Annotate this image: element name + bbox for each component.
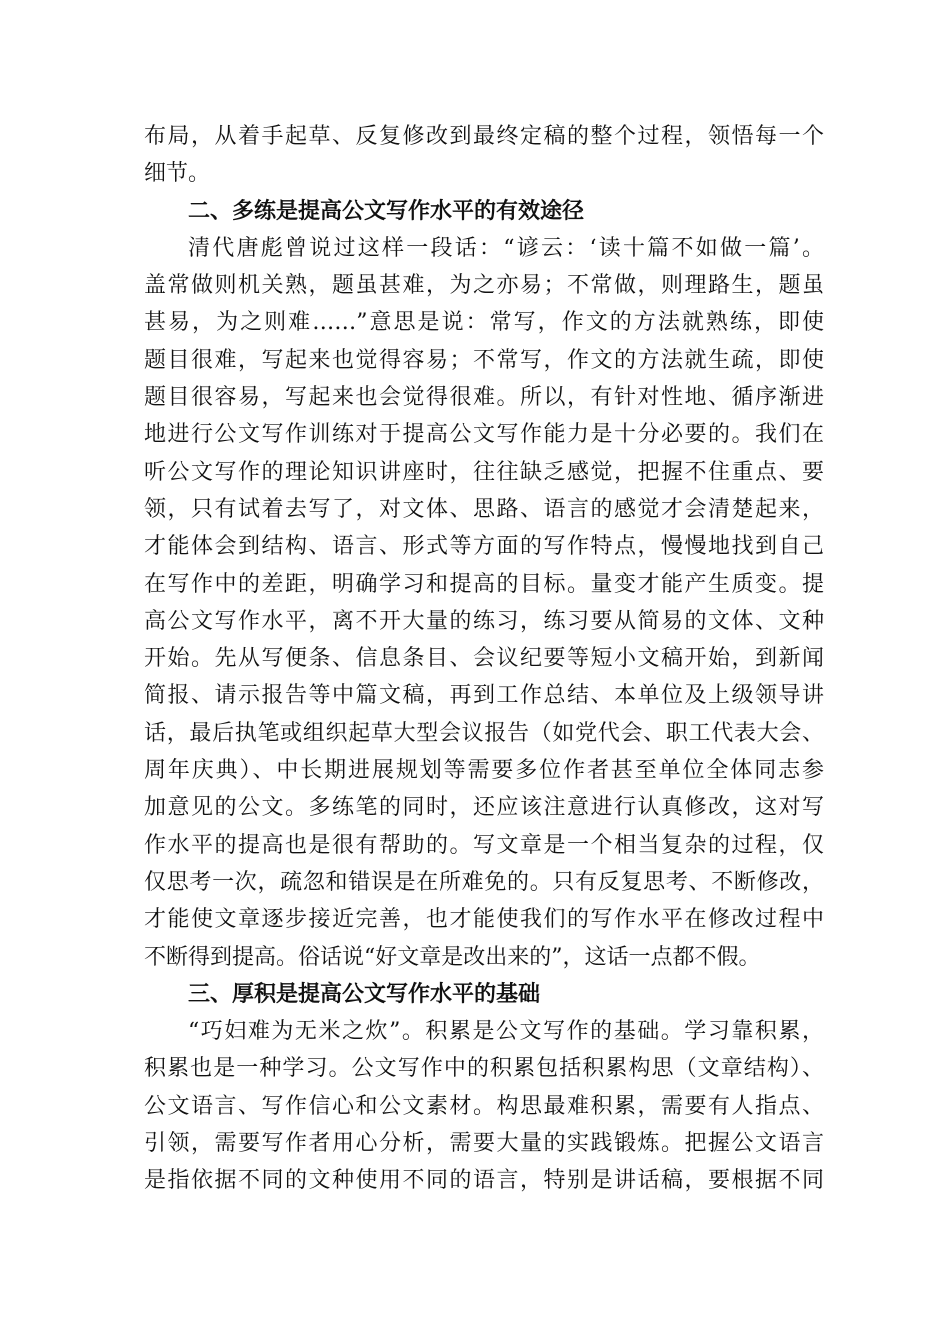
paragraph-line: 题目很难，写起来也觉得容易；不常写，作文的方法就生疏，即使: [144, 347, 824, 373]
section-heading: 三、厚积是提高公文写作水平的基础: [188, 981, 541, 1007]
paragraph-line: 地进行公文写作训练对于提高公文写作能力是十分必要的。我们在: [144, 422, 824, 448]
paragraph-line: 作水平的提高也是很有帮助的。写文章是一个相当复杂的过程，仅: [144, 832, 824, 858]
paragraph-line: 布局，从着手起草、反复修改到最终定稿的整个过程，领悟每一个: [144, 124, 824, 149]
paragraph-line: 加意见的公文。多练笔的同时，还应该注意进行认真修改，这对写: [144, 795, 824, 821]
paragraph-line: 高公文写作水平，离不开大量的练习，练习要从简易的文体、文种: [144, 608, 824, 634]
paragraph-line: 话，最后执笔或组织起草大型会议报告（如党代会、职工代表大会、: [144, 720, 824, 746]
paragraph-line: 周年庆典）、中长期进展规划等需要多位作者甚至单位全体同志参: [144, 758, 824, 784]
paragraph-line: 是指依据不同的文种使用不同的语言，特别是讲话稿，要根据不同: [144, 1168, 824, 1194]
paragraph-line: 才能体会到结构、语言、形式等方面的写作特点，慢慢地找到自己: [144, 534, 824, 560]
paragraph-line: 盖常做则机关熟，题虽甚难，为之亦易；不常做，则理路生，题虽: [144, 273, 824, 299]
paragraph-first-line: “巧妇难为无米之炊”。积累是公文写作的基础。学习靠积累，: [188, 1019, 824, 1045]
paragraph-first-line: 清代唐彪曾说过这样一段话：“谚云：‘读十篇不如做一篇’。: [188, 235, 824, 261]
paragraph-line: 公文语言、写作信心和公文素材。构思最难积累，需要有人指点、: [144, 1093, 824, 1119]
paragraph-line: 简报、请示报告等中篇文稿，再到工作总结、本单位及上级领导讲: [144, 683, 824, 709]
paragraph-line: 引领，需要写作者用心分析，需要大量的实践锻炼。把握公文语言: [144, 1131, 824, 1157]
paragraph-line: 题目很容易，写起来也会觉得很难。所以，有针对性地、循序渐进: [144, 385, 824, 411]
paragraph-line: 积累也是一种学习。公文写作中的积累包括积累构思（文章结构）、: [144, 1056, 824, 1082]
paragraph-line: 仅思考一次，疏忽和错误是在所难免的。只有反复思考、不断修改，: [144, 869, 824, 895]
paragraph-line: 领，只有试着去写了，对文体、思路、语言的感觉才会清楚起来，: [144, 496, 824, 522]
paragraph-line: 开始。先从写便条、信息条目、会议纪要等短小文稿开始，到新闻: [144, 646, 824, 672]
paragraph-line: 听公文写作的理论知识讲座时，往往缺乏感觉，把握不住重点、要: [144, 459, 824, 485]
paragraph-line: 在写作中的差距，明确学习和提高的目标。量变才能产生质变。提: [144, 571, 824, 597]
paragraph-line: 甚易，为之则难……”意思是说：常写，作文的方法就熟练，即使: [144, 310, 824, 336]
document-body: [144, 118, 824, 1200]
section-heading: 二、多练是提高公文写作水平的有效途径: [188, 198, 585, 224]
paragraph-last-line: 细节。: [144, 161, 211, 187]
paragraph-line: 才能使文章逐步接近完善，也才能使我们的写作水平在修改过程中: [144, 907, 824, 933]
paragraph-last-line: 不断得到提高。俗话说“好文章是改出来的”，这话一点都不假。: [144, 944, 761, 970]
